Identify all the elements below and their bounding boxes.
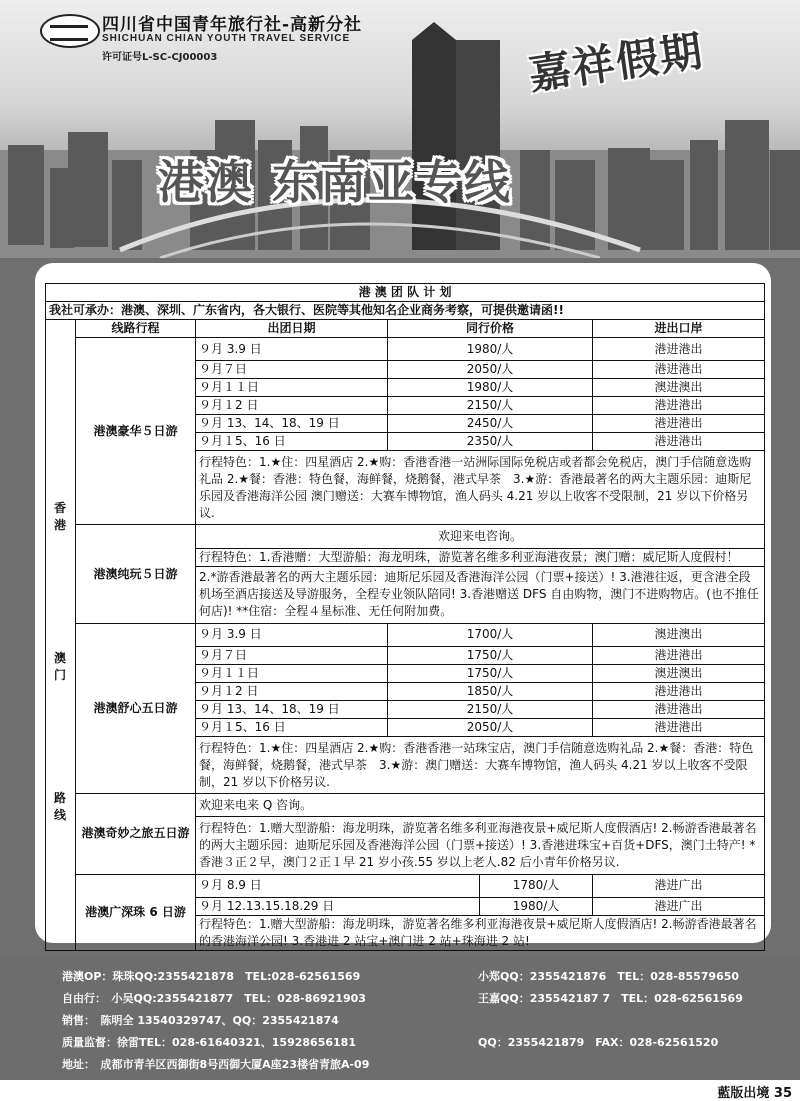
tour2-features-more: 2.*游香港最著名的两大主题乐园：迪斯尼乐园及香港海洋公园（门票+接送）! 3.港港往返，更含港全段机场至酒店接送及导游服务，全程专业领队陪同! 3.香港赠送 DFS 自由购物，澳门不进购物店。(也不推任何店)! **住宿：全程４星标准、无任何附加费。	[196, 566, 765, 623]
price-cell: 2450/人	[388, 415, 593, 433]
date-cell: ９月７日	[196, 646, 388, 664]
contact-line: 王嘉QQ：235542187 7 TEL：028-62561569	[478, 992, 743, 1005]
col-header-port: 进出口岸	[593, 320, 765, 338]
port-cell: 港进港出	[593, 718, 765, 736]
port-cell: 港进港出	[593, 361, 765, 379]
license-number: 许可证号L-SC-CJ00003	[102, 52, 218, 63]
table-title-row	[46, 284, 765, 302]
date-cell: ９月 8.9 日	[196, 874, 480, 897]
agency-logo	[40, 14, 100, 48]
tour2-welcome: 欢迎来电咨询。	[196, 525, 765, 548]
port-cell: 港进港出	[593, 433, 765, 451]
price-cell: 1850/人	[388, 682, 593, 700]
port-cell: 港进港出	[593, 700, 765, 718]
header-banner	[0, 0, 800, 258]
notice-text: 我社可承办：港澳、深圳、广东省内，各大银行、医院等其他知名企业商务考察，可提供邀请函!!	[46, 302, 765, 320]
tour3-features: 行程特色：1.★住：四星酒店 2.★购：香港香港一站珠宝店，澳门手信随意选购礼品 2.★餐：香港：特色餐，海鲜餐，烧鹅餐，港式早茶 3.★游：澳门赠送：大赛车博物馆，渔人码头 4.21 岁以上收客不受限制，21 岁以下价格另议.	[196, 736, 765, 793]
tour5-features: 行程特色：1.赠大型游船：海龙明珠，游览著名维多利亚海港夜景+威尼斯人度假酒店! 2.畅游香港最著名的香港海洋公园! 3.香港进 2 站宝+澳门进 2 站+珠海进 2 站!	[196, 915, 765, 950]
date-cell: ９月１2 日	[196, 397, 388, 415]
port-cell: 港进港出	[593, 682, 765, 700]
table-title: 港 澳 团 队 计 划	[46, 284, 765, 302]
port-cell: 港进港出	[593, 415, 765, 433]
date-cell: ９月 13、14、18、19 日	[196, 700, 388, 718]
tour3-name: 港澳舒心五日游	[76, 623, 196, 793]
table-row	[46, 623, 765, 646]
price-cell: 2050/人	[388, 361, 593, 379]
contact-line: 港澳OP：珠珠QQ:2355421878 TEL:028-62561569	[62, 970, 361, 983]
table-row	[46, 525, 765, 548]
date-cell: ９月 13、14、18、19 日	[196, 415, 388, 433]
agency-name: 四川省中国青年旅行社-高新分社	[102, 15, 363, 35]
tour4-welcome: 欢迎来电来 Q 咨询。	[196, 794, 765, 817]
date-cell: ９月１１日	[196, 664, 388, 682]
col-header-date: 出团日期	[196, 320, 388, 338]
port-cell: 澳进澳出	[593, 623, 765, 646]
header-row	[46, 320, 765, 338]
region-label-route: 路线	[53, 791, 66, 822]
price-cell: 2150/人	[388, 397, 593, 415]
tour1-features: 行程特色：1.★住：四星酒店 2.★购：香港香港一站洲际国际免税店或者都会免税店，澳门手信随意选购礼品 2.★餐：香港：特色餐，海鲜餐，烧鹅餐，港式早茶 3.★游：香港最著名的两大主题乐园：迪斯尼乐园及香港海洋公园 澳门赠送：大赛车博物馆，渔人码头 4.21 岁以上收客不受限制，21 岁以下价格另议.	[196, 451, 765, 525]
tour2-name: 港澳纯玩５日游	[76, 525, 196, 623]
notice-row	[46, 302, 765, 320]
region-labels	[46, 320, 75, 920]
date-cell: ９月 12.13.15.18.29 日	[196, 897, 480, 915]
price-cell: 2350/人	[388, 433, 593, 451]
agency-english-name: SHICHUAN CHIAN YOUTH TRAVEL SERVICE	[102, 33, 351, 44]
port-cell: 澳进澳出	[593, 379, 765, 397]
date-cell: ９月１１日	[196, 379, 388, 397]
price-cell: 1980/人	[388, 379, 593, 397]
port-cell: 澳进澳出	[593, 664, 765, 682]
table-row	[46, 338, 765, 361]
date-cell: ９月 3.9 日	[196, 338, 388, 361]
port-cell: 港进港出	[593, 397, 765, 415]
price-cell: 2050/人	[388, 718, 593, 736]
port-cell: 港进广出	[593, 874, 765, 897]
price-cell: 1780/人	[480, 874, 593, 897]
port-cell: 港进港出	[593, 338, 765, 361]
date-cell: ９月１5、16 日	[196, 433, 388, 451]
address-line: 地址： 成都市青羊区西御街8号西御大厦A座23楼省青旅A-09	[62, 1058, 370, 1071]
region-label-macau: 澳门	[53, 651, 66, 682]
tour5-name: 港澳广深珠 6 日游	[76, 874, 196, 950]
tour1-name: 港澳豪华５日游	[76, 338, 196, 525]
col-header-price: 同行价格	[388, 320, 593, 338]
date-cell: ９月 3.9 日	[196, 623, 388, 646]
table-row	[46, 794, 765, 817]
price-cell: 1750/人	[388, 646, 593, 664]
tour4-name: 港澳奇妙之旅五日游	[76, 794, 196, 874]
price-cell: 1980/人	[480, 897, 593, 915]
col-header-route: 线路行程	[76, 320, 196, 338]
date-cell: ９月７日	[196, 361, 388, 379]
contact-line: 小郑QQ：2355421876 TEL：028-85579650	[478, 970, 740, 983]
tour2-features: 行程特色：1.香港赠：大型游船：海龙明珠，游览著名维多利亚海港夜景；澳门赠：威尼斯人度假村！	[196, 548, 765, 566]
contact-line: 质量监督：徐雷TEL：028-61640321、15928656181	[62, 1036, 356, 1049]
tour4-features: 行程特色：1.赠大型游船：海龙明珠，游览著名维多利亚海港夜景+威尼斯人度假酒店! 2.畅游香港最著名的两大主题乐园：迪斯尼乐园及香港海洋公园（门票+接送）! 3.香港进珠宝+百货+DFS，澳门土特产! *香港３正２早，澳门２正１早 21 岁小孩.55 岁以上老人.82 后小青年价格另议.	[196, 817, 765, 874]
contact-line: QQ：2355421879 FAX：028-62561520	[478, 1036, 719, 1049]
page-headline: 港澳 东南亚专线	[158, 155, 513, 209]
date-cell: ９月１5、16 日	[196, 718, 388, 736]
brand-title: 嘉祥假期	[525, 25, 707, 99]
region-label-hk: 香港	[53, 501, 66, 532]
contact-footer	[0, 958, 800, 1080]
price-cell: 1980/人	[388, 338, 593, 361]
contact-line: 销售： 陈明全 13540329747、QQ：2355421874	[62, 1014, 339, 1027]
contact-line: 自由行： 小吴QQ:2355421877 TEL：028-86921903	[62, 992, 366, 1005]
price-cell: 2150/人	[388, 700, 593, 718]
port-cell: 港进广出	[593, 897, 765, 915]
table-row	[46, 874, 765, 897]
region-column	[46, 320, 76, 951]
port-cell: 港进港出	[593, 646, 765, 664]
page-number: 藍版出境 35	[717, 1086, 792, 1101]
price-cell: 1750/人	[388, 664, 593, 682]
price-cell: 1700/人	[388, 623, 593, 646]
tour-plan-table	[45, 283, 765, 951]
date-cell: ９月１2 日	[196, 682, 388, 700]
